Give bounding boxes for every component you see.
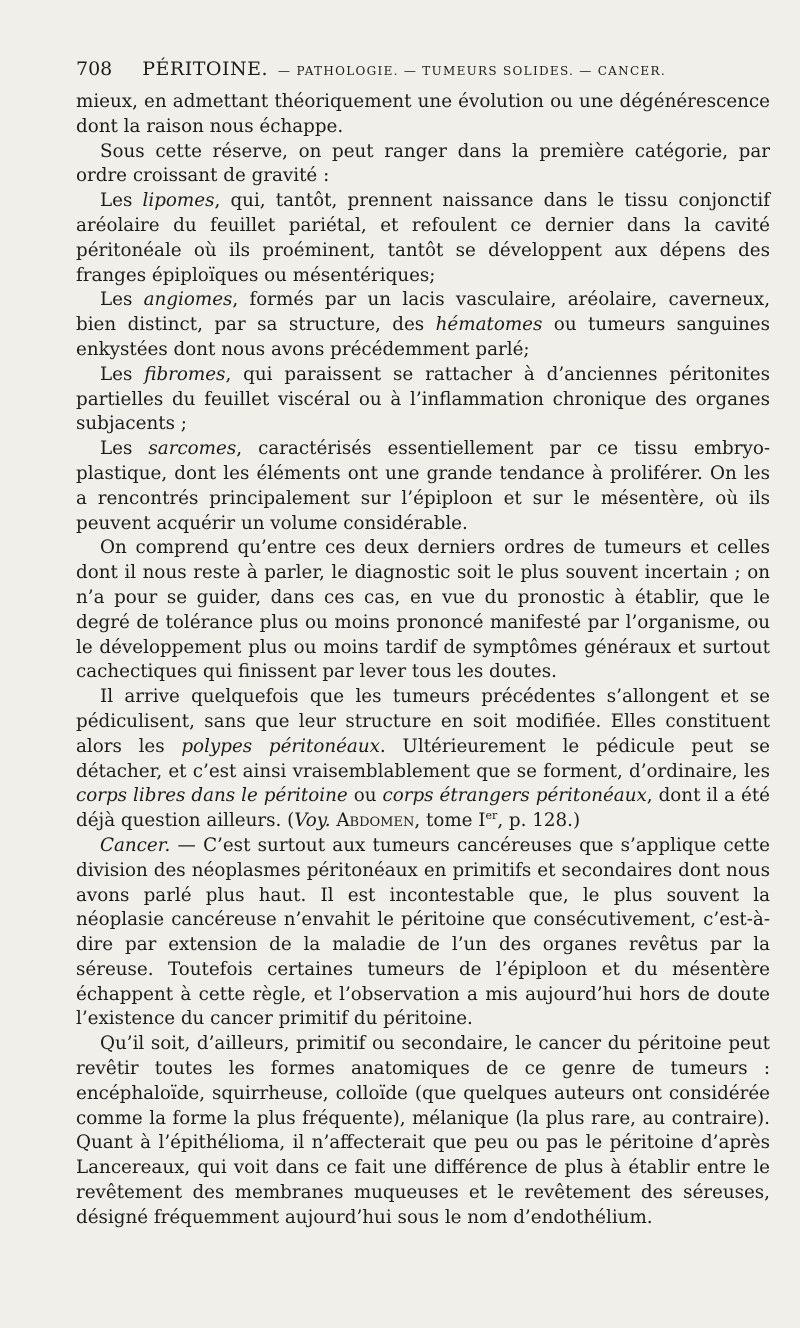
paragraph-formes: Qu’il soit, d’ailleurs, primitif ou secondaire, le cancer du péritoine peut revêtir toutes les formes anatomiques de ce genre de tumeurs : encéphaloïde, squirrheuse, colloïde (que quelques auteurs ont considérée comme la forme la plus fréquente), mélanique (la plus rare, au contraire). Quant à l’épithélioma, il n’affecterait que peu ou pas le péritoine d’après Lancereaux, qui voit dans ce fait une différence de plus à établir entre le revêtement des membranes muqueuses et le revêtement des séreuses, désigné fréquemment aujourd’hui sous le nom d’endothélium.	[76, 1033, 770, 1228]
header-subtitle: — PATHOLOGIE. — TUMEURS SOLIDES. — CANCER.	[278, 64, 666, 78]
term-corps-libres: corps libres dans le péritoine	[76, 785, 348, 807]
term-sarcomes: sarcomes	[148, 438, 237, 460]
term-polypes: polypes péritonéaux	[181, 735, 380, 757]
paragraph-cancer: Cancer. — C’est surtout aux tumeurs cancéreuses que s’applique cette division des néoplasmes péritonéaux en primitifs et secondaires dont nous avons parlé plus haut. Il est incontestable que, le plus souvent la néoplasie cancéreuse n’envahit le péritoine que consécutivement, c’est-à-dire par extension de la maladie de l’un des organes revêtus par la séreuse. Toutefois certaines tumeurs de l’épiploon et du mésentère échappent à cette règle, et l’observation a mis aujourd’hui hors de doute l’existence du cancer primitif du péritoine.	[76, 834, 770, 1030]
term-fibromes: fibromes	[144, 363, 226, 385]
ref-abdomen: Abdomen	[336, 810, 415, 832]
paragraph-polypes: Il arrive quelquefois que les tumeurs précédentes s’allongent et se pédiculisent, sans que leur structure en soit modifiée. Elles constituent alors les polypes péritonéaux. Ultérieurement le pédicule peut se détacher, et c’est ainsi vraisemblablement que se forment, d’ordinaire, les corps libres dans le péritoine ou corps étrangers péritonéaux, dont il a été déjà question ailleurs. (Voy. Abdomen, tome Ier, p. 128.)	[76, 686, 770, 832]
section-title-cancer: Cancer.	[100, 834, 171, 856]
paragraph-lipomes: Les lipomes, qui, tantôt, prennent naissance dans le tissu conjonctif aréolaire du feuillet pariétal, et refoulent ce dernier dans la cavité péritonéale où ils proéminent, tantôt se développent aux dépens des franges épiploïques ou mésentériques;	[76, 190, 770, 286]
term-corps-etrangers: corps étrangers péritonéaux	[382, 785, 647, 807]
paragraph-diagnostic: On comprend qu’entre ces deux derniers ordres de tumeurs et celles dont il nous reste à parler, le diagnostic soit le plus souvent incertain ; on n’a pour se guider, dans ces cas, en vue du pronostic à établir, que le degré de tolérance plus ou moins prononcé manifesté par l’organisme, ou le développement plus ou moins tardif de symptômes généraux et surtout cachectiques qui finissent par lever tous les doutes.	[76, 537, 770, 683]
paragraph-angiomes: Les angiomes, formés par un lacis vasculaire, aréolaire, caverneux, bien distinct, par sa structure, des hématomes ou tumeurs sanguines enkystées dont nous avons précédemment parlé;	[76, 289, 771, 360]
page-body	[76, 90, 770, 1231]
term-angiomes: angiomes	[143, 289, 233, 311]
running-header	[76, 56, 770, 84]
paragraph-fibromes: Les fibromes, qui paraissent se rattacher à d’anciennes péritonites partielles du feuillet viscéral ou à l’inflammation chronique des organes subjacents ;	[76, 363, 771, 435]
paragraph-1: mieux, en admettant théoriquement une évolution ou une dégénérescence dont la raison nous échappe.	[76, 91, 770, 137]
term-hematomes: hématomes	[435, 314, 543, 336]
page-number: 708	[76, 58, 113, 80]
header-title: PÉRITOINE.	[142, 58, 269, 80]
term-lipomes: lipomes	[142, 190, 215, 212]
paragraph-sarcomes: Les sarcomes, caractérisés essentiellement par ce tissu embryo-plastique, dont les éléments ont une grande tendance à proliférer. On les a rencontrés principalement sur l’épiploon et sur le mésentère, où ils peuvent acquérir un volume considérable.	[76, 438, 771, 534]
ref-voy: Voy.	[294, 810, 331, 832]
paragraph-2: Sous cette réserve, on peut ranger dans la première catégorie, par ordre croissant de gravité :	[76, 140, 770, 187]
